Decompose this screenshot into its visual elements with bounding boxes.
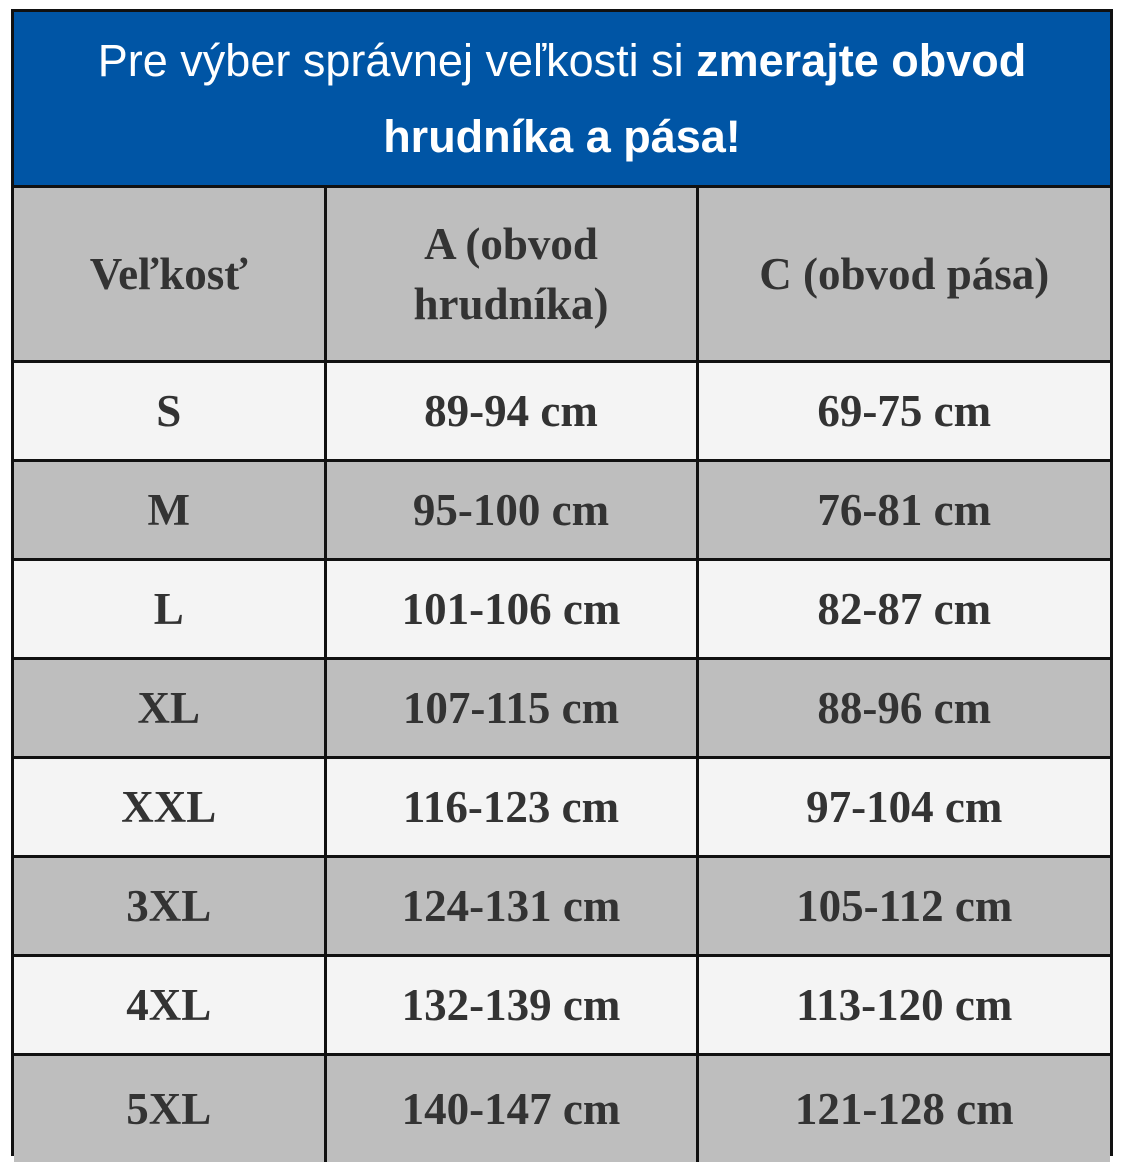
header-waist-label: C (obvod pása) bbox=[759, 249, 1050, 299]
cell-size: 4XL bbox=[14, 956, 325, 1055]
table-row bbox=[14, 362, 1110, 461]
title-banner bbox=[14, 12, 1110, 188]
cell-chest: 95-100 cm bbox=[325, 461, 697, 560]
cell-waist: 121-128 cm bbox=[697, 1055, 1110, 1163]
header-size bbox=[14, 188, 325, 362]
size-table bbox=[14, 188, 1110, 1162]
table-row bbox=[14, 1055, 1110, 1163]
cell-size: XXL bbox=[14, 758, 325, 857]
title-text-bold-2: hrudníka a pása! bbox=[383, 111, 741, 162]
header-size-label: Veľkosť bbox=[89, 249, 248, 299]
table-row bbox=[14, 461, 1110, 560]
header-chest-line-1: A (obvod bbox=[424, 219, 598, 269]
cell-size: M bbox=[14, 461, 325, 560]
cell-chest: 124-131 cm bbox=[325, 857, 697, 956]
cell-chest: 140-147 cm bbox=[325, 1055, 697, 1163]
header-chest bbox=[325, 188, 697, 362]
size-chart bbox=[11, 9, 1113, 1156]
table-row bbox=[14, 857, 1110, 956]
cell-waist: 113-120 cm bbox=[697, 956, 1110, 1055]
header-chest-line-2: hrudníka) bbox=[413, 279, 609, 329]
cell-chest: 116-123 cm bbox=[325, 758, 697, 857]
cell-chest: 89-94 cm bbox=[325, 362, 697, 461]
title-text-normal: Pre výber správnej veľkosti si bbox=[97, 35, 697, 86]
table-row bbox=[14, 758, 1110, 857]
cell-chest: 132-139 cm bbox=[325, 956, 697, 1055]
cell-waist: 82-87 cm bbox=[697, 560, 1110, 659]
cell-size: S bbox=[14, 362, 325, 461]
cell-chest: 101-106 cm bbox=[325, 560, 697, 659]
cell-chest: 107-115 cm bbox=[325, 659, 697, 758]
table-row bbox=[14, 659, 1110, 758]
cell-waist: 105-112 cm bbox=[697, 857, 1110, 956]
cell-size: 5XL bbox=[14, 1055, 325, 1163]
cell-waist: 88-96 cm bbox=[697, 659, 1110, 758]
cell-size: 3XL bbox=[14, 857, 325, 956]
cell-size: L bbox=[14, 560, 325, 659]
title-text-bold-1: zmerajte obvod bbox=[696, 35, 1027, 86]
header-row bbox=[14, 188, 1110, 362]
header-waist bbox=[697, 188, 1110, 362]
cell-waist: 76-81 cm bbox=[697, 461, 1110, 560]
table-row bbox=[14, 956, 1110, 1055]
cell-waist: 69-75 cm bbox=[697, 362, 1110, 461]
table-row bbox=[14, 560, 1110, 659]
cell-waist: 97-104 cm bbox=[697, 758, 1110, 857]
cell-size: XL bbox=[14, 659, 325, 758]
